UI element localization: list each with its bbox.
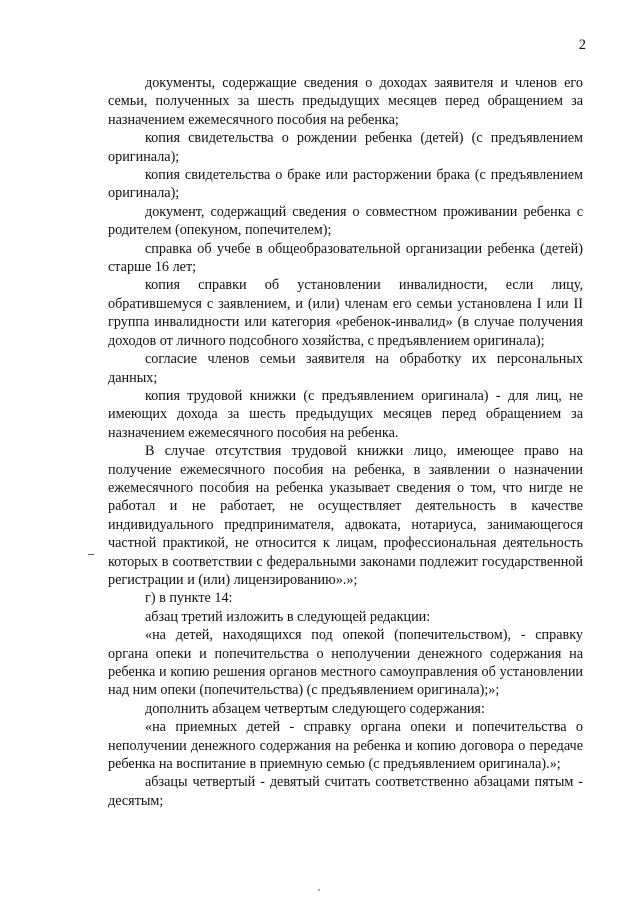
paragraph: согласие членов семьи заявителя на обработку их персональных данных; [108, 351, 583, 386]
paragraph: документы, содержащие сведения о доходах заявителя и членов его семьи, полученных за шесть предыдущих месяцев перед обращением за назначением ежемесячного пособия на ребенка; [108, 75, 583, 128]
paragraph: В случае отсутствия трудовой книжки лицо, имеющее право на получение ежемесячного пособия на ребенка, в заявлении о назначении ежемесячного пособия на ребенка указывает сведения о том, что нигде не работал и не работает, не осуществляет деятельность в качестве индивидуального предпринимателя, адвоката, нотариуса, занимающегося частной практикой, не относится к лицам, профессиональная деятельность которых в соответствии с федеральными законами подлежит государственной регистрации и (или) лицензированию».»; [108, 443, 583, 588]
paragraph: дополнить абзацем четвертым следующего содержания: [145, 700, 485, 717]
paragraph: документ, содержащий сведения о совместном проживании ребенка с родителем (опекуном, попечителем); [108, 203, 583, 239]
paragraph: копия справки об установлении инвалидности, если лицу, обратившемуся с заявлением, и (или) членам его семьи установлена I или II группа инвалидности или категория «ребенок-инвалид» (в случае получения доходов от личного подсобного хозяйства, с предъявлением оригинала); [108, 277, 583, 349]
paragraph: копия трудовой книжки (с предъявлением оригинала) - для лиц, не имеющих дохода за шесть предыдущих месяцев перед обращением за назначением ежемесячного пособия на ребенка. [108, 387, 583, 441]
document-body [108, 74, 583, 810]
paragraph: г) в пункте 14: [145, 590, 233, 607]
paragraph: абзац третий изложить в следующей редакции: [145, 608, 431, 625]
paragraph: «на детей, находящихся под опекой (попечительством), - справку органа опеки и попечительства о неполучении денежного содержания на ребенка и копию решения органов местного самоуправления об установлении над ним опеки (попечительства) (с предъявлением оригинала);»; [108, 627, 583, 699]
paragraph: справка об учебе в общеобразовательной организации ребенка (детей) старше 16 лет; [108, 240, 583, 276]
margin-mark [88, 554, 94, 555]
paragraph: «на приемных детей - справку органа опеки и попечительства о неполучении денежного содержания на ребенка и копию договора о передаче ребенка на воспитание в приемную семью (с предъявлением оригинала).»; [108, 719, 583, 773]
page-number: 2 [578, 37, 586, 53]
paragraph: копия свидетельства о рождении ребенка (детей) (с предъявлением оригинала); [108, 130, 583, 165]
paragraph: абзацы четвертый - девятый считать соответственно абзацами пятым - десятым; [108, 774, 583, 809]
paragraph: копия свидетельства о браке или расторжении брака (с предъявлением оригинала); [108, 167, 583, 202]
scan-dot [318, 889, 320, 891]
